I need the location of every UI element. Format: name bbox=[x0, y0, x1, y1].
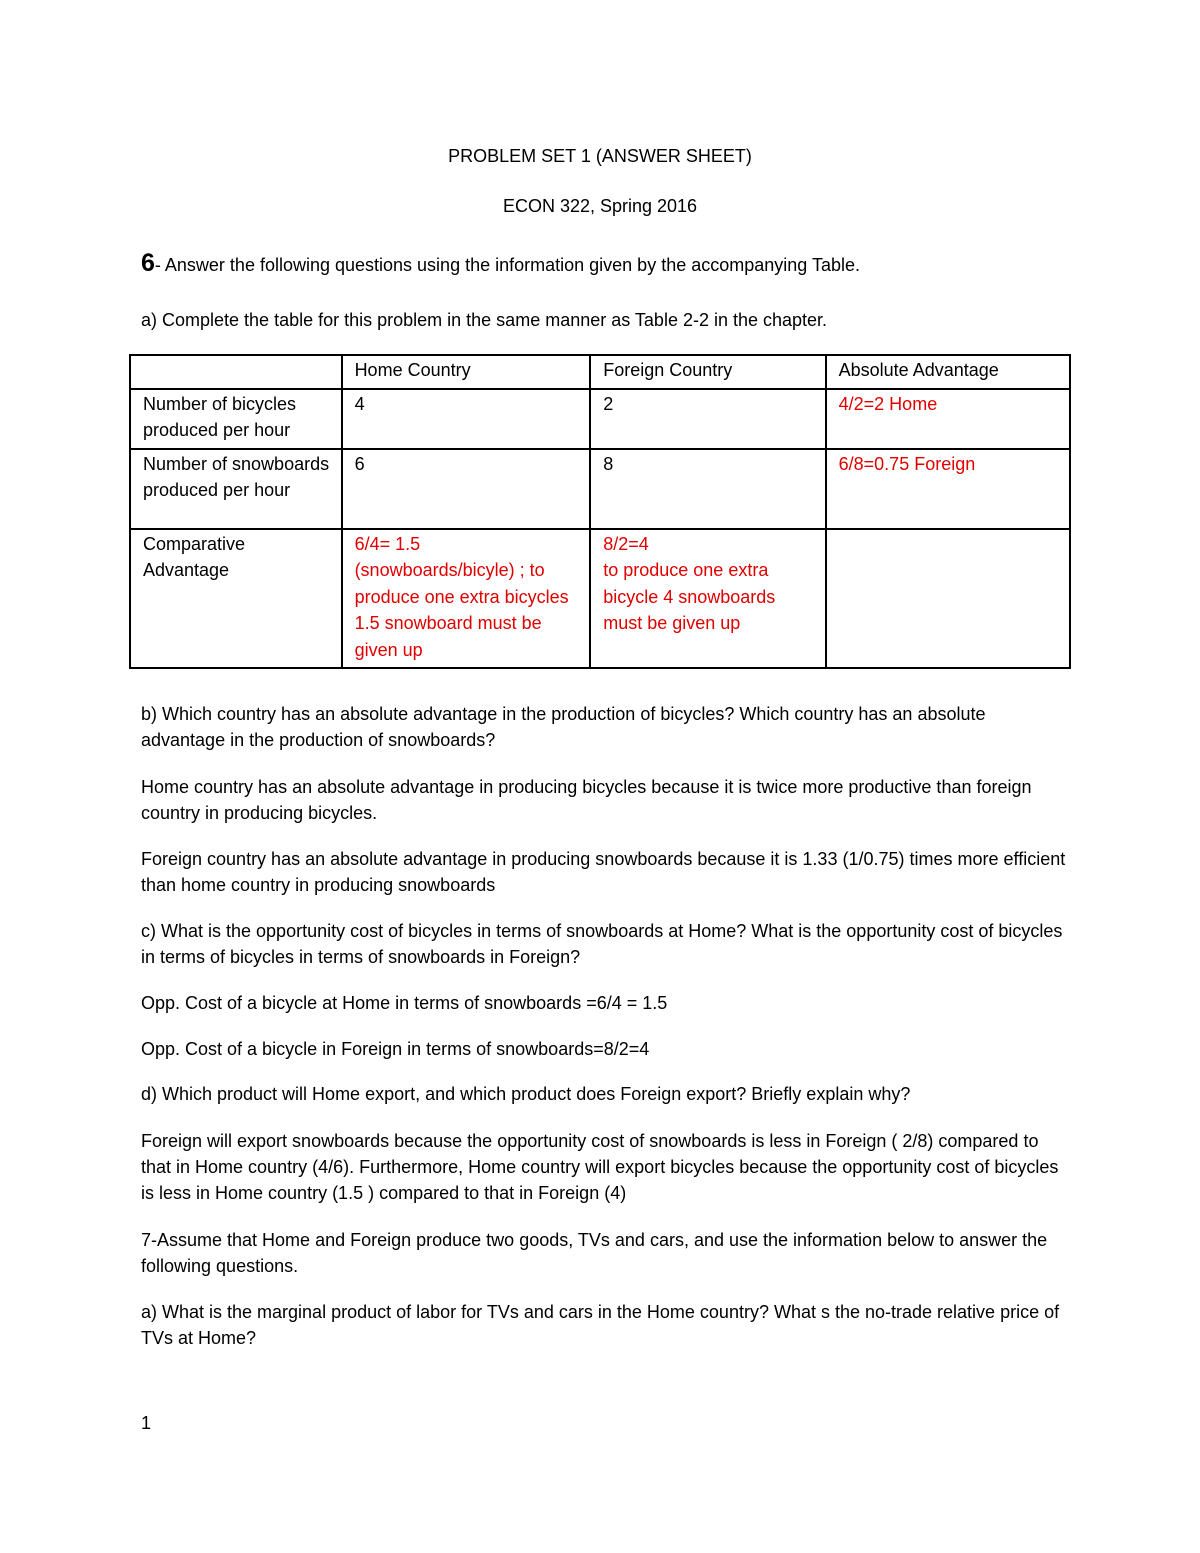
question-6-text: - Answer the following questions using the information given by the accompanying Table. bbox=[154, 255, 860, 275]
foreign-comparative-explanation: to produce one extra bicycle 4 snowboards must be given up bbox=[603, 560, 776, 633]
advantage-table bbox=[129, 354, 1071, 669]
foreign-value: 2 bbox=[590, 389, 825, 449]
table-header-cell: Home Country bbox=[342, 355, 591, 389]
answer-6c-home: Opp. Cost of a bicycle at Home in terms of snowboards =6/4 = 1.5 bbox=[141, 993, 668, 1013]
question-6b-text: b) Which country has an absolute advantage in the production of bicycles? Which country has an absolute advantage in the production of snowboards? bbox=[141, 704, 986, 750]
answer-6c-foreign: Opp. Cost of a bicycle in Foreign in terms of snowboards=8/2=4 bbox=[141, 1039, 650, 1059]
empty-cell bbox=[826, 529, 1070, 669]
table-row bbox=[130, 449, 1070, 529]
table-row bbox=[130, 529, 1070, 669]
foreign-comparative-value bbox=[590, 529, 825, 669]
row-label: Comparative Advantage bbox=[130, 529, 342, 669]
answer-6d: Foreign will export snowboards because the opportunity cost of snowboards is less in Foreign ( 2/8) compared to that in Home country (4/6). Furthermore, Home country will export bicycles because the opportunity cost of bicycles is less in Home country (1.5 ) compared to that in Foreign (4) bbox=[141, 1131, 1059, 1203]
home-value: 4 bbox=[342, 389, 591, 449]
answer-6b-foreign: Foreign country has an absolute advantage in producing snowboards because it is 1.33 (1/0.75) times more efficient than home country in producing snowboards bbox=[141, 849, 1066, 895]
home-value: 6 bbox=[342, 449, 591, 529]
question-6d-text: d) Which product will Home export, and which product does Foreign export? Briefly explain why? bbox=[141, 1084, 911, 1104]
page-number: 1 bbox=[141, 1413, 152, 1433]
course-subtitle: ECON 322, Spring 2016 bbox=[502, 196, 698, 216]
question-6-number: 6 bbox=[141, 249, 155, 277]
absolute-advantage-value: 6/8=0.75 Foreign bbox=[826, 449, 1070, 529]
table-row bbox=[130, 389, 1070, 449]
home-comparative-value: 6/4= 1.5 (snowboards/bicyle) ; to produce one extra bicycles 1.5 snowboard must be given up bbox=[342, 529, 591, 669]
table-header-cell bbox=[130, 355, 342, 389]
question-7-prompt: 7-Assume that Home and Foreign produce two goods, TVs and cars, and use the information below to answer the following questions. bbox=[141, 1230, 1048, 1276]
row-label: Number of snowboards produced per hour bbox=[130, 449, 342, 529]
table-header-cell: Foreign Country bbox=[590, 355, 825, 389]
table-header-row bbox=[130, 355, 1070, 389]
foreign-comparative-ratio: 8/2=4 bbox=[603, 533, 649, 554]
table-header-cell: Absolute Advantage bbox=[826, 355, 1070, 389]
question-7a-text: a) What is the marginal product of labor for TVs and cars in the Home country? What s the no-trade relative price of TVs at Home? bbox=[141, 1302, 1060, 1348]
document-title: PROBLEM SET 1 (ANSWER SHEET) bbox=[448, 146, 752, 166]
row-label: Number of bicycles produced per hour bbox=[130, 389, 342, 449]
answer-6b-home: Home country has an absolute advantage in producing bicycles because it is twice more productive than foreign country in producing bicycles. bbox=[141, 777, 1032, 823]
question-6-prompt bbox=[141, 250, 1071, 278]
question-6c-text: c) What is the opportunity cost of bicycles in terms of snowboards at Home? What is the opportunity cost of bicycles in terms of bicycles in terms of snowboards in Foreign? bbox=[141, 921, 1063, 967]
foreign-value: 8 bbox=[590, 449, 825, 529]
question-6a-text: a) Complete the table for this problem in the same manner as Table 2-2 in the chapter. bbox=[141, 310, 828, 330]
absolute-advantage-value: 4/2=2 Home bbox=[826, 389, 1070, 449]
